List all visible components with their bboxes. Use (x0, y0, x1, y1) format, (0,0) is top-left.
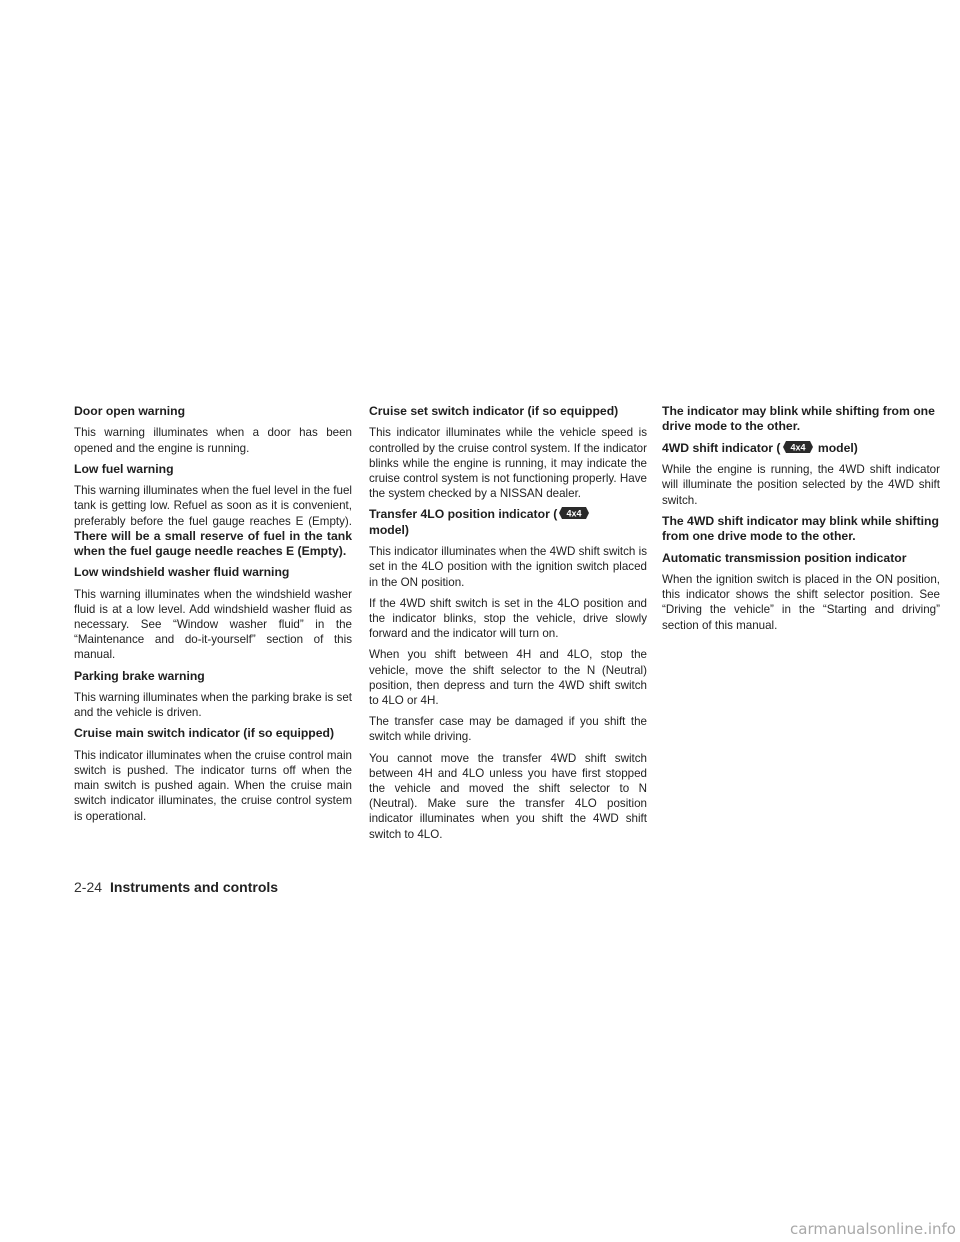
transfer-4lo-heading-end: model) (369, 522, 409, 537)
section-title: Instruments and controls (110, 879, 279, 895)
cruise-set-switch-heading: Cruise set switch indicator (if so equipped) (369, 404, 619, 418)
4wd-shift-indicator-text: While the engine is running, the 4WD shift indicator will illuminate the position selected by the 4WD shift switch. (662, 463, 940, 507)
page-footer (74, 878, 278, 896)
low-fuel-warning-heading: Low fuel warning (74, 461, 174, 476)
low-fuel-warning-note: There will be a small reserve of fuel in the tank when the fuel gauge needle reaches E (Empty). (74, 528, 352, 559)
4x4-icon (559, 507, 589, 519)
transfer-4lo-heading-start: Transfer 4LO position indicator ( (369, 507, 558, 522)
low-fuel-warning-text (74, 483, 352, 559)
4x4-icon (783, 441, 813, 453)
washer-fluid-warning-text: This warning illuminates when the windshield washer fluid is at a low level. Add windshield washer fluid as necessary. See “Window washer fluid” in the “Maintenance and do-it-yourself” section of this manual. (74, 587, 352, 662)
cruise-main-switch-text: This indicator illuminates when the cruise control main switch is pushed. The indicator turns off when the main switch is pushed again. When the cruise main switch indicator illuminates, the cruise control system is operational. (74, 748, 352, 823)
cruise-main-switch-heading: Cruise main switch indicator (if so equipped) (74, 726, 335, 741)
washer-fluid-warning-heading: Low windshield washer fluid warning (74, 565, 290, 580)
parking-brake-warning-text: This warning illuminates when the parking brake is set and the vehicle is driven. (74, 691, 352, 720)
door-open-warning-heading: Door open warning (74, 404, 186, 418)
4wd-shift-blink-note: The 4WD shift indicator may blink while shifting from one drive mode to the other. (662, 513, 939, 544)
4wd-shift-heading-start: 4WD shift indicator ( (662, 440, 781, 455)
4wd-shift-heading-end: model) (817, 440, 858, 455)
door-open-warning-text: This warning illuminates when a door has been opened and the engine is running. (74, 426, 352, 455)
parking-brake-warning-heading: Parking brake warning (74, 668, 205, 683)
4wd-shift-indicator-heading (662, 441, 940, 456)
column-left (74, 404, 352, 830)
column-middle (369, 404, 647, 848)
transfer-4lo-text-4: The transfer case may be damaged if you shift the switch while driving. (369, 715, 647, 744)
page-number: 2-24 (74, 879, 103, 895)
transfer-4lo-text-1: This indicator illuminates when the 4WD shift switch is set in the 4LO position with the ignition switch placed in the ON position. (369, 545, 647, 589)
watermark: carmanualsonline.info (790, 1220, 956, 1238)
transfer-4lo-text-3: When you shift between 4H and 4LO, stop the vehicle, move the shift selector to the N (Neutral) position, then depress and turn the 4WD shift switch to 4LO or 4H. (369, 648, 647, 708)
low-fuel-warning-body: This warning illuminates when the fuel level in the fuel tank is getting low. Refuel as soon as it is convenient, preferably before the fuel gauge reaches E (Empty). (74, 484, 352, 528)
transfer-4lo-heading (369, 507, 647, 538)
transfer-4lo-text-2: If the 4WD shift switch is set in the 4LO position and the indicator blinks, stop the vehicle, drive slowly forward and the indicator will turn on. (369, 596, 647, 641)
column-right (662, 404, 940, 639)
4x4-icon-label: 4x4 (566, 508, 582, 519)
auto-transmission-heading: Automatic transmission position indicator (662, 550, 907, 565)
4x4-icon-label: 4x4 (789, 442, 806, 453)
blink-note: The indicator may blink while shifting from one drive mode to the other. (662, 404, 935, 434)
cruise-set-switch-text: This indicator illuminates while the vehicle speed is controlled by the cruise control system. If the indicator blinks while the engine is running, it may indicate the cruise control system is not functioning properly. Have the system checked by a NISSAN dealer. (369, 426, 647, 501)
auto-transmission-text: When the ignition switch is placed in the ON position, this indicator shows the shift selector position. See “Driving the vehicle” in the “Starting and driving” section of this manual. (662, 573, 940, 632)
transfer-4lo-text-5: You cannot move the transfer 4WD shift switch between 4H and 4LO unless you have first stopped the vehicle and moved the shift selector to N (Neutral). Make sure the transfer 4LO position indicator illuminates when you shift the 4WD shift switch to 4LO. (369, 751, 647, 841)
